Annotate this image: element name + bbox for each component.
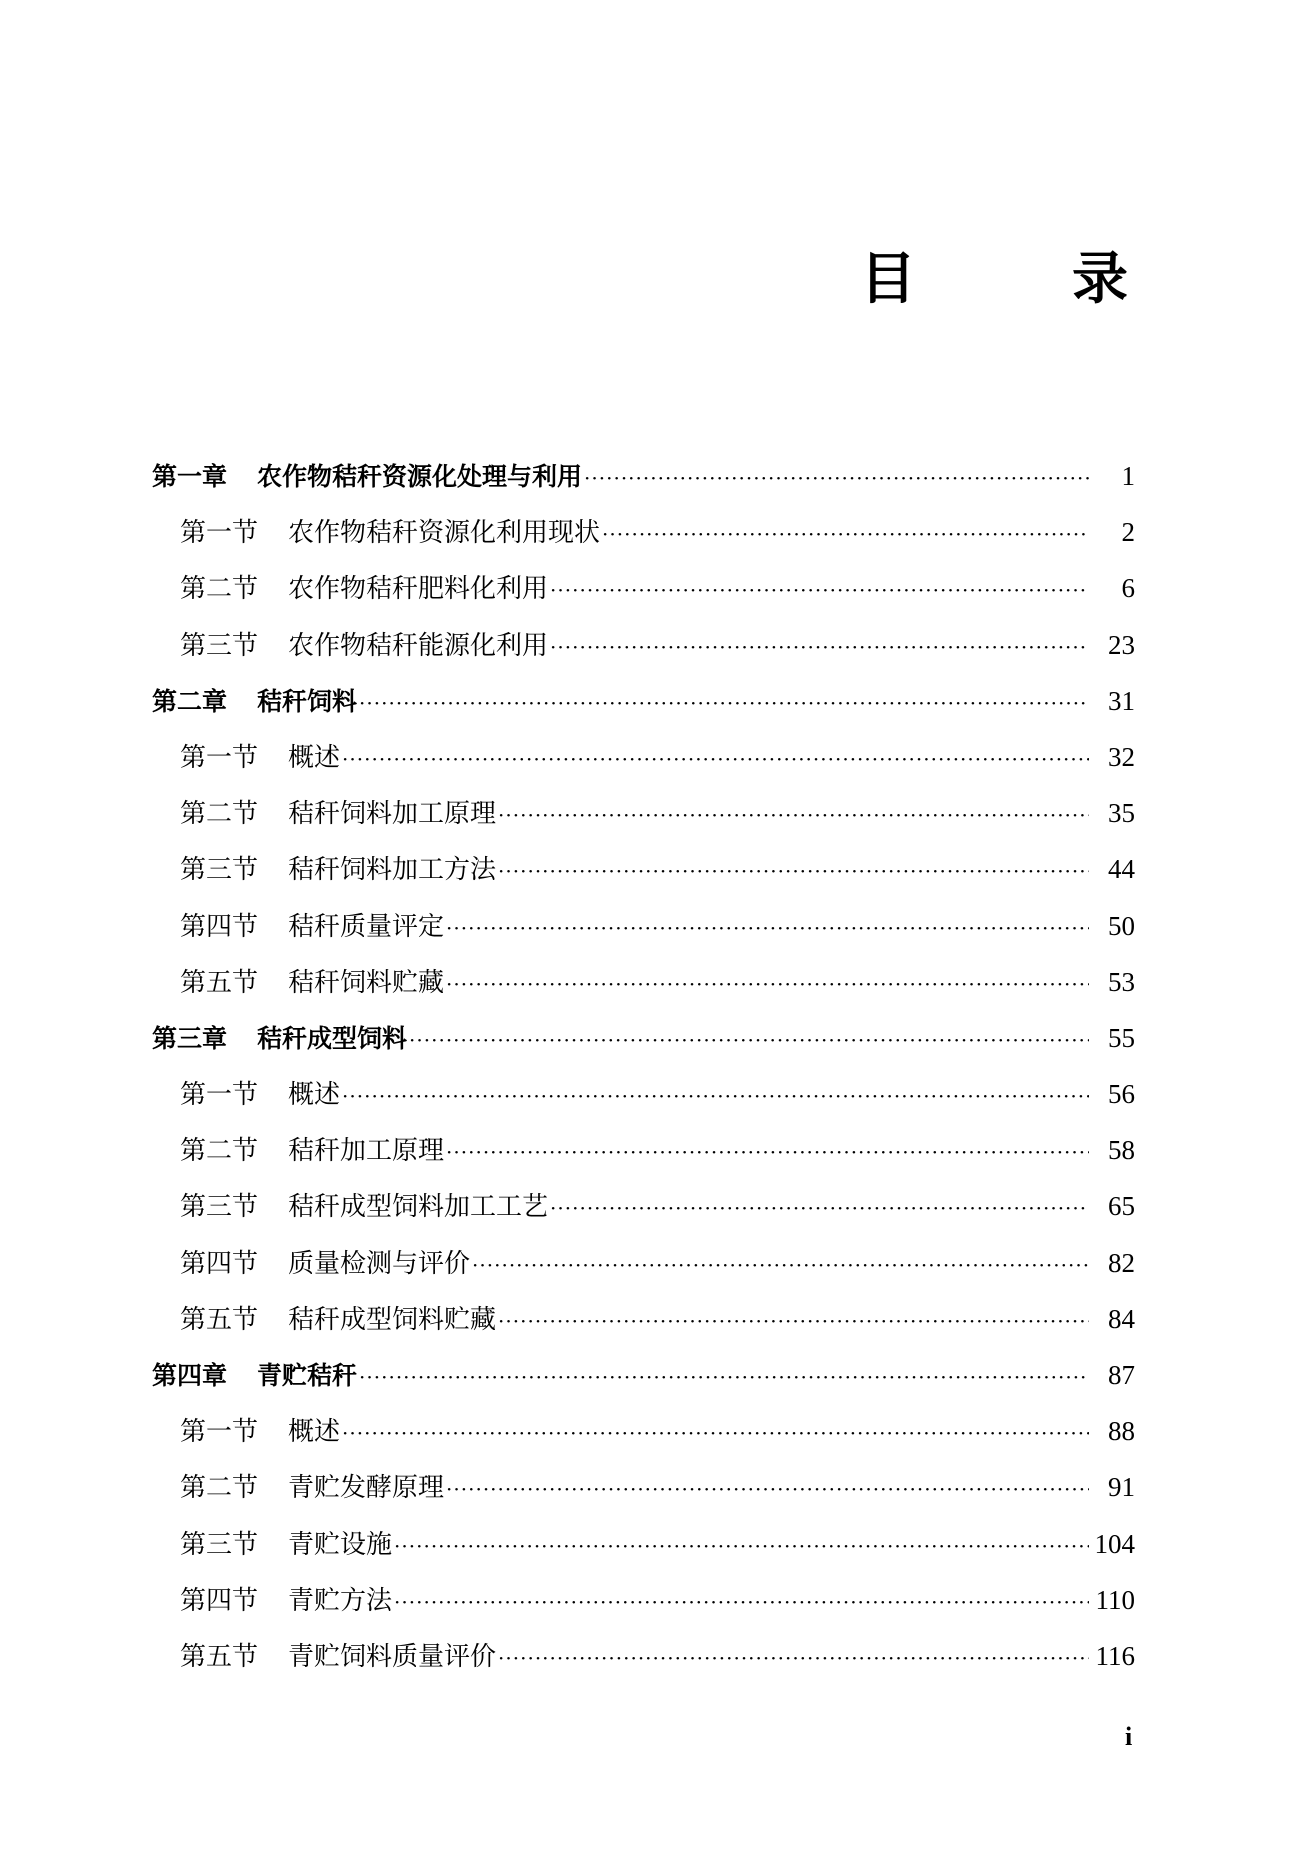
toc-entry-number: 第二节	[180, 1136, 259, 1167]
toc-entry-number: 第三节	[180, 1192, 259, 1223]
toc-entry-label	[180, 618, 548, 674]
toc-page-number: 32	[1108, 741, 1135, 772]
toc-entry-label	[152, 1348, 357, 1404]
toc-entry-title: 秸秆加工原理	[288, 1136, 445, 1167]
toc-entry-number: 第一章	[152, 462, 228, 491]
toc-section-entry[interactable]	[152, 1628, 1135, 1684]
toc-entry-label	[180, 786, 496, 842]
toc-dot-leader	[359, 1349, 1089, 1405]
toc-entry-label	[180, 730, 340, 786]
toc-entry-label	[180, 955, 444, 1011]
toc-entry-number: 第五节	[180, 1641, 259, 1672]
toc-entry-title: 青贮方法	[288, 1585, 393, 1616]
toc-entry-number: 第三节	[180, 855, 259, 886]
toc-section-entry[interactable]	[152, 1066, 1135, 1122]
toc-entry-number: 第五节	[180, 1304, 259, 1335]
toc-dot-leader	[550, 619, 1089, 675]
toc-section-entry[interactable]	[152, 617, 1135, 673]
toc-entry-label	[180, 842, 496, 898]
page-number: i	[1125, 1722, 1133, 1751]
toc-entry-title: 概述	[288, 1417, 341, 1448]
toc-dot-leader	[394, 1518, 1089, 1574]
toc-page-number: 65	[1108, 1191, 1135, 1222]
toc-entry-number: 第一节	[180, 1417, 259, 1448]
toc-dot-leader	[498, 843, 1089, 899]
toc-chapter-entry[interactable]	[152, 448, 1135, 504]
toc-entry-label	[180, 1629, 496, 1685]
toc-page-number: 88	[1108, 1416, 1135, 1447]
toc-page-number: 6	[1121, 573, 1135, 604]
toc-entry-label	[180, 505, 600, 561]
toc-entry-label	[152, 674, 357, 730]
toc-page-number: 91	[1108, 1472, 1135, 1503]
toc-page-number: 44	[1108, 854, 1135, 885]
toc-entry-title: 农作物秸秆资源化利用现状	[288, 518, 601, 549]
toc-entry-label	[180, 1123, 444, 1179]
toc-entry-title: 秸秆成型饲料加工工艺	[288, 1192, 549, 1223]
toc-entry-number: 第四节	[180, 1248, 259, 1279]
toc-entry-number: 第四节	[180, 911, 259, 942]
toc-entry-label	[180, 1179, 548, 1235]
toc-section-entry[interactable]	[152, 1403, 1135, 1459]
toc-entry-title: 概述	[288, 1080, 341, 1111]
toc-entry-title: 青贮秸秆	[257, 1361, 358, 1390]
toc-entry-label	[180, 1460, 444, 1516]
toc-section-entry[interactable]	[152, 1459, 1135, 1515]
toc-page-number: 2	[1121, 517, 1135, 548]
toc-entry-number: 第一节	[180, 518, 259, 549]
toc-entry-title: 秸秆成型饲料贮藏	[288, 1304, 497, 1335]
toc-entry-label	[152, 1011, 407, 1067]
toc-entry-number: 第三节	[180, 1529, 259, 1560]
toc-entry-title: 农作物秸秆能源化利用	[288, 630, 549, 661]
toc-entry-label	[180, 1573, 392, 1629]
toc-section-entry[interactable]	[152, 1235, 1135, 1291]
toc-entry-title: 农作物秸秆资源化处理与利用	[257, 462, 583, 491]
toc-page-number: 104	[1094, 1528, 1135, 1559]
toc-dot-leader	[550, 1180, 1089, 1236]
toc-section-entry[interactable]	[152, 785, 1135, 841]
toc-dot-leader	[446, 900, 1089, 956]
toc-entry-number: 第三章	[152, 1023, 228, 1053]
toc-page-number: 1	[1121, 461, 1135, 491]
toc-dot-leader	[394, 1574, 1089, 1630]
toc-entry-title: 秸秆成型饲料	[257, 1023, 408, 1053]
toc-page-number: 82	[1108, 1247, 1135, 1278]
toc-section-entry[interactable]	[152, 841, 1135, 897]
toc-entry-title: 秸秆饲料加工方法	[288, 855, 497, 886]
toc-section-entry[interactable]	[152, 898, 1135, 954]
toc-entry-label	[180, 899, 444, 955]
toc-page-number: 50	[1108, 910, 1135, 941]
toc-dot-leader	[342, 1068, 1089, 1124]
toc-entry-label	[180, 1067, 340, 1123]
toc-section-entry[interactable]	[152, 1122, 1135, 1178]
toc-entry-number: 第四章	[152, 1361, 228, 1390]
toc-entry-number: 第五节	[180, 967, 259, 998]
toc-page-number: 55	[1108, 1022, 1135, 1053]
toc-entry-number: 第二节	[180, 799, 259, 830]
page-title: 目 录	[860, 247, 1178, 312]
toc-entry-label	[180, 1292, 496, 1348]
toc-entry-number: 第二节	[180, 1473, 259, 1504]
toc-section-entry[interactable]	[152, 560, 1135, 616]
toc-entry-title: 秸秆饲料	[257, 686, 358, 716]
toc-dot-leader	[446, 956, 1089, 1012]
toc-page-number: 84	[1108, 1303, 1135, 1334]
toc-entry-title: 秸秆饲料贮藏	[288, 967, 445, 998]
toc-dot-leader	[498, 1293, 1089, 1349]
toc-page-number: 110	[1095, 1584, 1135, 1615]
toc-section-entry[interactable]	[152, 954, 1135, 1010]
toc-page-number: 87	[1108, 1360, 1135, 1390]
toc-entry-label	[152, 449, 582, 505]
toc-entry-title: 农作物秸秆肥料化利用	[288, 574, 549, 605]
toc-entry-label	[180, 1236, 470, 1292]
toc-dot-leader	[584, 450, 1089, 506]
toc-dot-leader	[446, 1124, 1089, 1180]
toc-page-number: 35	[1108, 798, 1135, 829]
toc-entry-label	[180, 561, 548, 617]
toc-dot-leader	[446, 1461, 1089, 1517]
toc-entry-label	[180, 1517, 392, 1573]
toc-entry-title: 质量检测与评价	[288, 1248, 471, 1279]
toc-dot-leader	[550, 562, 1089, 618]
toc-entry-number: 第一节	[180, 742, 259, 773]
toc-entry-title: 青贮发酵原理	[288, 1473, 445, 1504]
toc-page-number: 31	[1108, 685, 1135, 716]
toc-dot-leader	[498, 787, 1089, 843]
toc-entry-number: 第一节	[180, 1080, 259, 1111]
toc-entry-title: 青贮饲料质量评价	[288, 1641, 497, 1672]
toc-chapter-entry[interactable]	[152, 673, 1135, 729]
toc-dot-leader	[342, 731, 1089, 787]
table-of-contents	[152, 448, 1135, 1684]
toc-dot-leader	[602, 506, 1089, 562]
toc-section-entry[interactable]	[152, 1572, 1135, 1628]
toc-page-number: 116	[1095, 1640, 1135, 1671]
toc-entry-number: 第三节	[180, 630, 259, 661]
toc-chapter-entry[interactable]	[152, 1010, 1135, 1066]
toc-dot-leader	[342, 1405, 1089, 1461]
toc-entry-label	[180, 1404, 340, 1460]
toc-section-entry[interactable]	[152, 1178, 1135, 1234]
toc-page-number: 58	[1108, 1135, 1135, 1166]
toc-page-number: 53	[1108, 966, 1135, 997]
toc-dot-leader	[409, 1012, 1089, 1068]
toc-entry-title: 秸秆饲料加工原理	[288, 799, 497, 830]
toc-section-entry[interactable]	[152, 1291, 1135, 1347]
toc-entry-number: 第四节	[180, 1585, 259, 1616]
toc-dot-leader	[498, 1630, 1089, 1686]
toc-entry-title: 秸秆质量评定	[288, 911, 445, 942]
toc-chapter-entry[interactable]	[152, 1347, 1135, 1403]
toc-entry-number: 第二章	[152, 686, 228, 716]
toc-entry-number: 第二节	[180, 574, 259, 605]
toc-section-entry[interactable]	[152, 729, 1135, 785]
toc-dot-leader	[359, 675, 1089, 731]
toc-section-entry[interactable]	[152, 1516, 1135, 1572]
toc-dot-leader	[472, 1237, 1089, 1293]
toc-page-number: 23	[1108, 629, 1135, 660]
toc-entry-title: 青贮设施	[288, 1529, 393, 1560]
toc-page-number: 56	[1108, 1079, 1135, 1110]
toc-entry-title: 概述	[288, 742, 341, 773]
toc-section-entry[interactable]	[152, 504, 1135, 560]
